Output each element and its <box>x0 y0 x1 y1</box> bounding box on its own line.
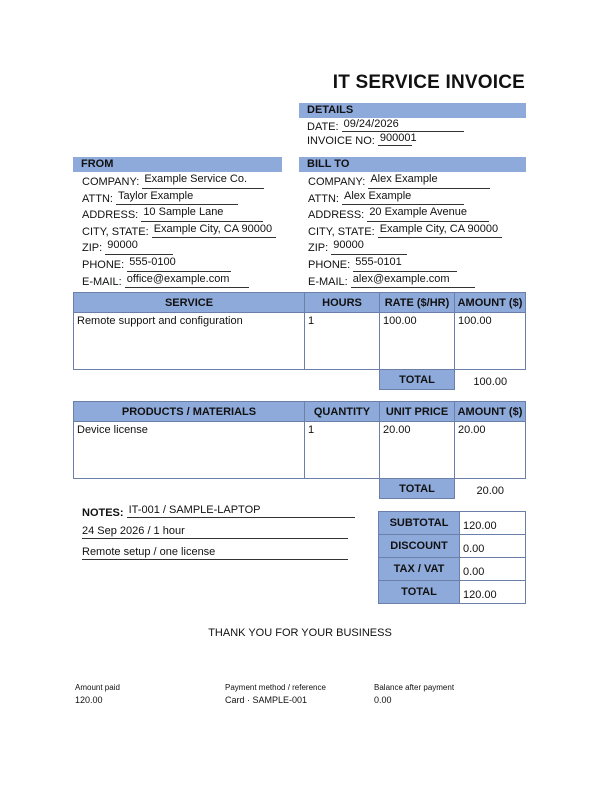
services-total-row <box>74 370 526 390</box>
subtotal-row <box>379 512 526 535</box>
products-total-row <box>74 479 526 499</box>
bill-to-zip-value: 90000 <box>331 238 407 255</box>
from-email-label: E-MAIL: <box>82 275 122 288</box>
amount-col-header: AMOUNT ($) <box>455 293 526 313</box>
invoice-no-label: INVOICE NO: <box>307 135 375 147</box>
subtotal-label: SUBTOTAL <box>379 512 460 535</box>
balance-value: 0.00 <box>374 695 392 705</box>
spacer <box>74 479 380 499</box>
bill-to-company-label: COMPANY: <box>308 176 366 188</box>
notes-line-2-value: 24 Sep 2026 / 1 hour <box>82 525 348 539</box>
date-label: DATE: <box>307 121 339 133</box>
services-total-value: 100.00 <box>455 370 526 390</box>
from-attn-value: Taylor Example <box>116 189 238 206</box>
spacer <box>74 370 380 390</box>
thank-you-text: THANK YOU FOR YOUR BUSINESS <box>208 627 392 639</box>
subtotal-value: 120.00 <box>460 512 526 535</box>
discount-row <box>379 535 526 558</box>
services-header-row <box>74 293 526 313</box>
products-total-value: 20.00 <box>455 479 526 499</box>
bill-to-email-value: alex@example.com <box>351 272 475 289</box>
from-company-value: Example Service Co. <box>142 172 264 189</box>
amount-cell: 100.00 <box>455 313 526 370</box>
product-cell: Device license <box>74 422 305 479</box>
table-row <box>74 313 526 370</box>
unit-price-col-header: UNIT PRICE <box>380 402 455 422</box>
services-table <box>73 292 526 390</box>
notes-label: NOTES: <box>82 507 124 519</box>
tax-value: 0.00 <box>460 558 526 581</box>
notes-line-3 <box>82 546 350 563</box>
bill-to-company-value: Alex Example <box>368 172 490 189</box>
from-phone-value: 555-0100 <box>127 255 231 272</box>
service-col-header: SERVICE <box>74 293 305 313</box>
product-amount-cell: 20.00 <box>455 422 526 479</box>
product-col-header: PRODUCTS / MATERIALS <box>74 402 305 422</box>
bill-to-email-label: E-MAIL: <box>308 275 348 288</box>
from-address-label: ADDRESS: <box>82 209 139 222</box>
quantity-cell: 1 <box>305 422 380 479</box>
from-phone-label: PHONE: <box>82 258 125 271</box>
from-email-value: office@example.com <box>125 272 249 289</box>
unit-price-cell: 20.00 <box>380 422 455 479</box>
grand-total-value: 120.00 <box>460 581 526 604</box>
hours-cell: 1 <box>305 313 380 370</box>
from-city-label: CITY, STATE: <box>82 225 149 238</box>
notes-line-1 <box>82 504 350 521</box>
rate-col-header: RATE ($/HR) <box>380 293 455 313</box>
bill-to-address-label: ADDRESS: <box>308 209 365 222</box>
amount-paid-label: Amount paid <box>75 683 120 692</box>
services-total-label: TOTAL <box>380 370 455 390</box>
from-city-value: Example City, CA 90000 <box>152 222 276 239</box>
bill-to-zip-label: ZIP: <box>308 242 329 255</box>
hours-col-header: HOURS <box>305 293 380 313</box>
bill-to-city-label: CITY, STATE: <box>308 225 375 238</box>
grand-total-row <box>379 581 526 604</box>
service-cell: Remote support and configuration <box>74 313 305 370</box>
from-email <box>82 272 276 292</box>
from-company-label: COMPANY: <box>82 176 140 188</box>
tax-row <box>379 558 526 581</box>
details-header: DETAILS <box>299 103 526 118</box>
from-zip-label: ZIP: <box>82 242 103 255</box>
bill-to-attn-value: Alex Example <box>342 189 464 206</box>
from-header: FROM <box>73 157 282 172</box>
summary-table <box>378 511 526 604</box>
payment-method-label: Payment method / reference <box>225 683 326 692</box>
products-header-row <box>74 402 526 422</box>
payment-method-value: Card · SAMPLE-001 <box>225 695 308 705</box>
grand-total-label: TOTAL <box>379 581 460 604</box>
notes-block <box>82 504 350 563</box>
bill-to-attn-label: ATTN: <box>308 192 339 205</box>
notes-line-2 <box>82 525 350 542</box>
bill-to-block <box>308 175 502 291</box>
bill-to-header: BILL TO <box>299 157 526 172</box>
from-address-value: 10 Sample Lane <box>141 205 263 222</box>
bill-to-email <box>308 272 502 292</box>
invoice-no-value: 900001 <box>379 132 417 144</box>
bill-to-city-value: Example City, CA 90000 <box>378 222 502 239</box>
notes-line-1-value: IT-001 / SAMPLE-LAPTOP <box>127 504 355 518</box>
amount-paid-value: 120.00 <box>75 695 103 705</box>
table-row <box>74 422 526 479</box>
bill-to-phone-value: 555-0101 <box>353 255 457 272</box>
balance-label: Balance after payment <box>374 683 455 692</box>
bill-to-address-value: 20 Example Avenue <box>367 205 489 222</box>
from-block <box>82 175 276 291</box>
bill-to-phone-label: PHONE: <box>308 258 351 271</box>
invoice-title: IT SERVICE INVOICE <box>332 72 525 93</box>
discount-label: DISCOUNT <box>379 535 460 558</box>
from-attn-label: ATTN: <box>82 192 113 205</box>
tax-label: TAX / VAT <box>379 558 460 581</box>
quantity-col-header: QUANTITY <box>305 402 380 422</box>
products-total-label: TOTAL <box>380 479 455 499</box>
invoice-no-field <box>307 132 417 149</box>
notes-line-3-value: Remote setup / one license <box>82 546 348 560</box>
discount-value: 0.00 <box>460 535 526 558</box>
from-zip-value: 90000 <box>105 238 173 255</box>
date-value: 09/24/2026 <box>342 118 464 132</box>
product-amount-col-header: AMOUNT ($) <box>455 402 526 422</box>
products-table <box>73 401 526 499</box>
rate-cell: 100.00 <box>380 313 455 370</box>
